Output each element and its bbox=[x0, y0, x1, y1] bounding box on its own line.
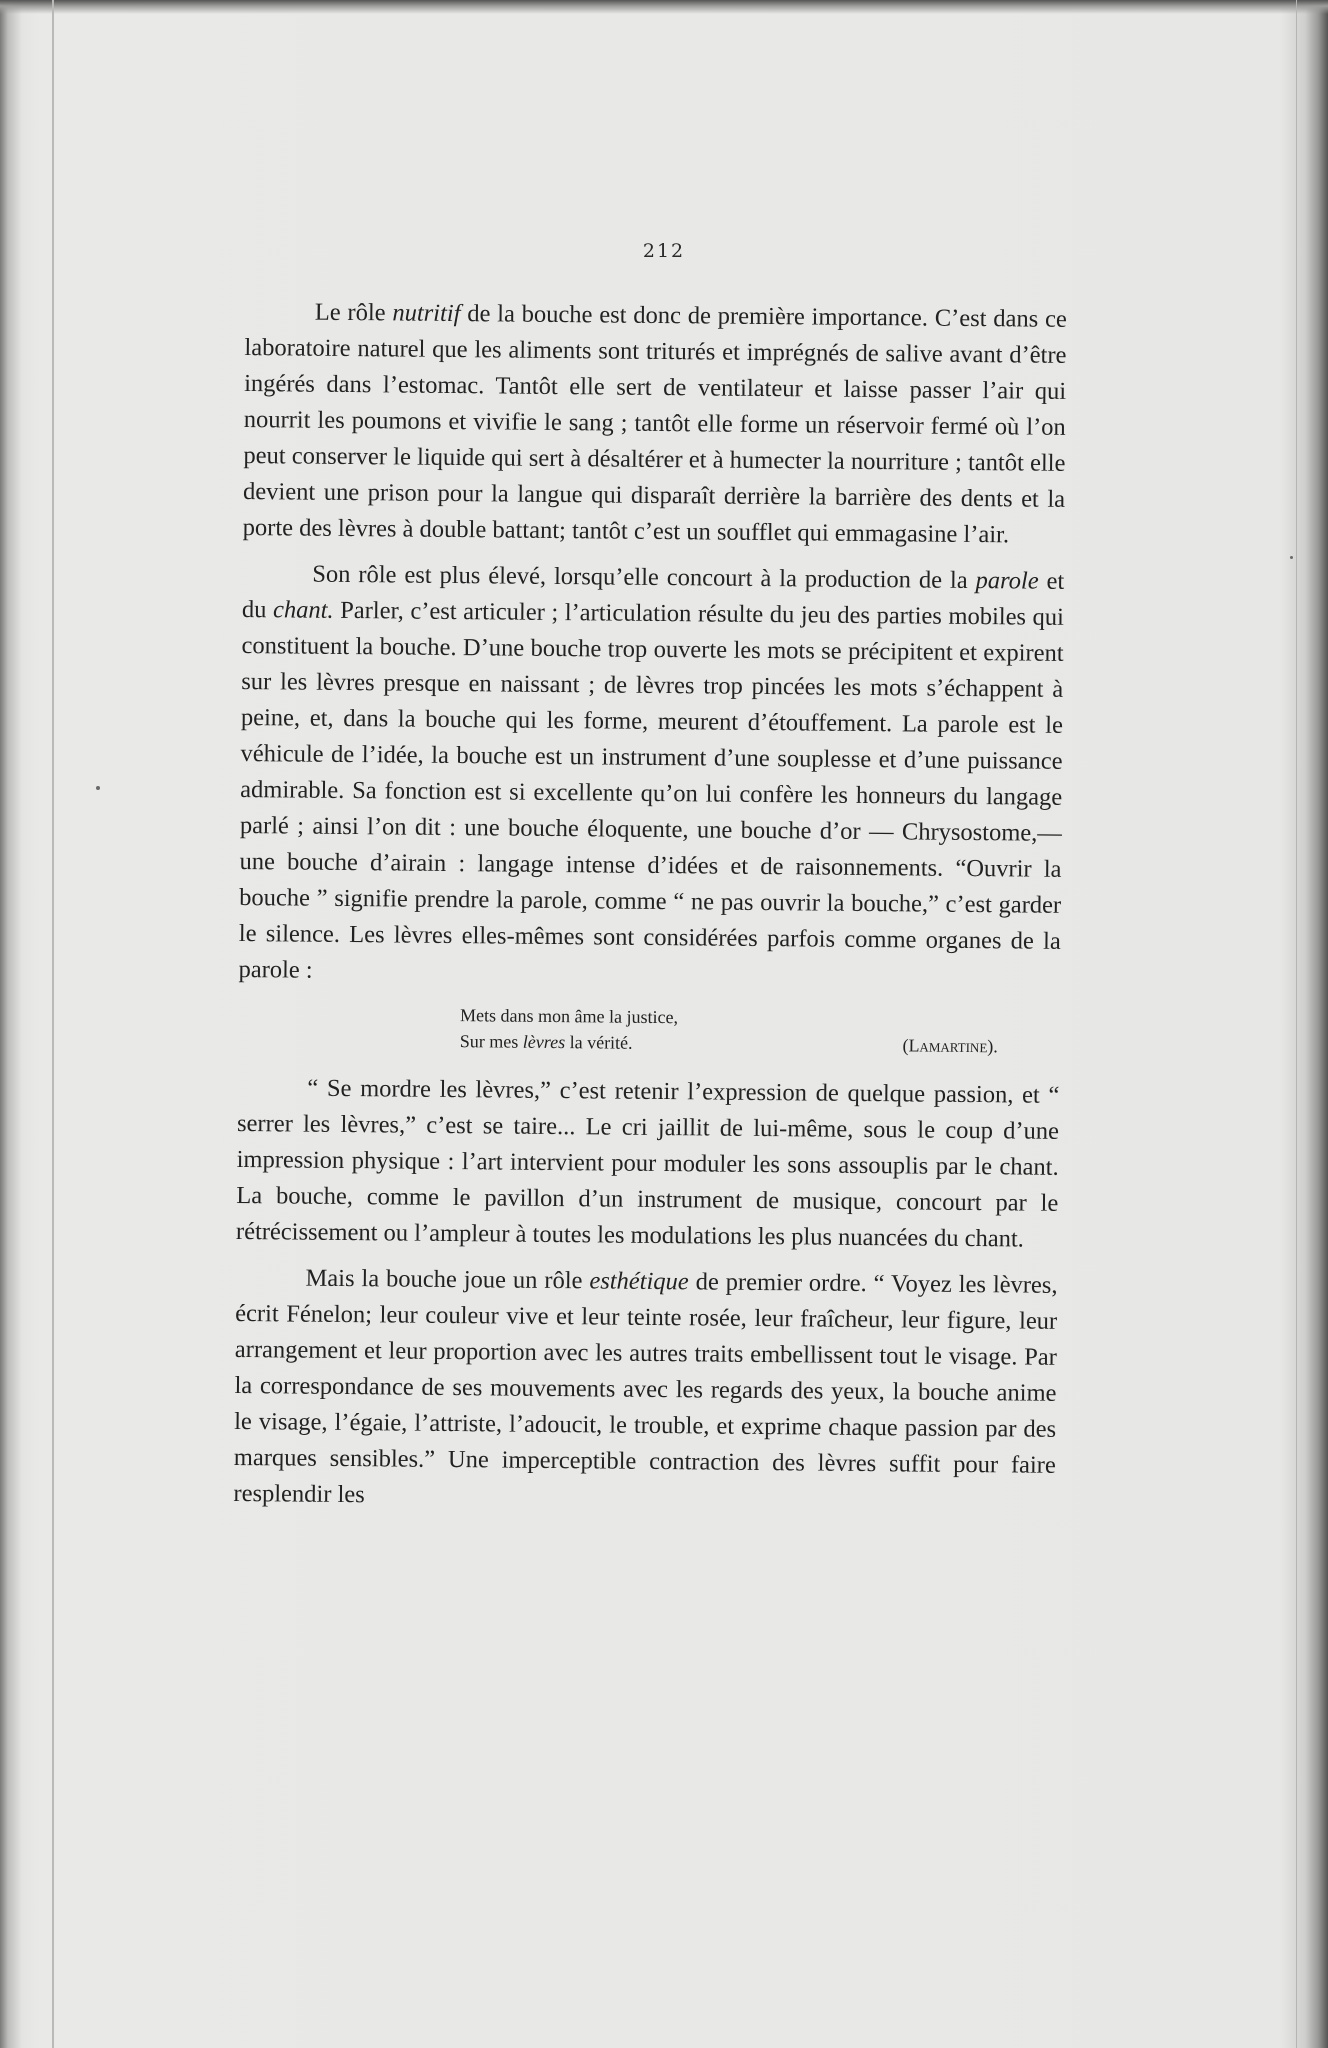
margin-speck bbox=[1290, 556, 1293, 559]
text-run: Le rôle bbox=[314, 298, 393, 327]
verse-attribution: (Lamartine). bbox=[902, 1035, 998, 1057]
italic-text-run: nutritif bbox=[392, 299, 461, 328]
page-edge bbox=[1296, 0, 1297, 2048]
text-run: de la bouche est donc de première importance. C’est dans ce laboratoire naturel que les aliments sont triturés et imprégnés de salive avant d’être ingérés dans l’estomac. Tantôt elle sert de ventilateur et laisse passer l’air qui nourrit les poumons et vivifie le sang ; tantôt elle forme un réservoir fermé où l’on peut conserver le liquide qui sert à désaltérer et à humecter la nourriture ; tantôt elle devient une prison pour la langue qui disparaît derrière la barrière des dents et la porte des lèvres à double battant; tantôt c’est un soufflet qui emmagasine l’air. bbox=[242, 300, 1067, 549]
verse-line-2-end: la vérité. bbox=[565, 1032, 633, 1053]
page-number: 212 bbox=[642, 240, 686, 262]
text-run: Son rôle est plus élevé, lorsqu’elle concourt à la production de la bbox=[312, 560, 976, 595]
gutter-line bbox=[52, 0, 54, 2048]
text-run: “ Se mordre les lèvres,” c’est retenir l’expression de quelque passion, et “ serrer les lèvres,” c’est se taire... Le cri jaillit de lui-même, sous le coup d’une impression physique : l’art intervient pour moduler les sons assouplis par le chant. La bouche, comme le pavillon d’un instrument de musique, concourt par le rétrécissement ou l’ampleur à toutes les modulations les plus nuancées du chant. bbox=[235, 1074, 1060, 1253]
italic-text-run: chant. bbox=[272, 596, 334, 624]
body-text bbox=[233, 294, 1067, 1520]
top-shadow bbox=[0, 0, 1328, 14]
paragraph-3 bbox=[236, 1070, 1060, 1258]
margin-speck bbox=[96, 786, 100, 790]
italic-text-run: esthétique bbox=[589, 1267, 689, 1296]
italic-text-run: parole bbox=[975, 567, 1039, 595]
text-run: de premier ordre. “ Voyez les lèvres, écrit Fénelon; leur couleur vive et leur teinte rosée, leur fraîcheur, leur figure, leur arrangement et leur proportion avec les autres traits embellissent tout le visage. Par la correspondance de ses mouvements avec les regards des yeux, la bouche anime le visage, l’égaie, l’attriste, l’adoucit, le trouble, et exprime chaque passion par des marques sensibles.” Une imperceptible contraction des lèvres suffit pour faire resplendir les bbox=[233, 1268, 1058, 1509]
verse-line-2-italic: lèvres bbox=[522, 1031, 566, 1053]
verse-line-1: Mets dans mon âme la justice, bbox=[459, 1005, 679, 1028]
paragraph-2 bbox=[238, 556, 1064, 996]
text-run: Mais la bouche joue un rôle bbox=[305, 1264, 590, 1295]
paragraph-1 bbox=[243, 294, 1067, 554]
text-run: et du bbox=[241, 567, 1065, 624]
text-run: Parler, c’est articuler ; l’articulation résulte du jeu des parties mobiles qui constituent la bouche. D’une bouche trop ouverte les mots se précipitent et expirent sur les lèvres presque en naissant ; de lèvres trop pincées les mots s’échappent à peine, et, dans la bouche qui les forme, meurent d’étouffement. La parole est le véhicule de l’idée, la bouche est un instrument d’une souplesse et d’une puissance admirable. Sa fonction est si excellente qu’on lui confère les honneurs du langage parlé ; ainsi l’on dit : une bouche éloquente, une bouche d’or — Chrysostome,— une bouche d’airain : langage intense d’idées et de raisonnements. “Ouvrir la bouche ” signifie prendre la parole, comme “ ne pas ouvrir la bouche,” c’est garder le silence. Les lèvres elles-mêmes sont considérées parfois comme organes de la parole : bbox=[238, 596, 1065, 984]
verse-line-2-start: Sur mes bbox=[459, 1031, 523, 1052]
verse-quote bbox=[238, 1000, 1060, 1060]
paragraph-4 bbox=[233, 1260, 1057, 1520]
